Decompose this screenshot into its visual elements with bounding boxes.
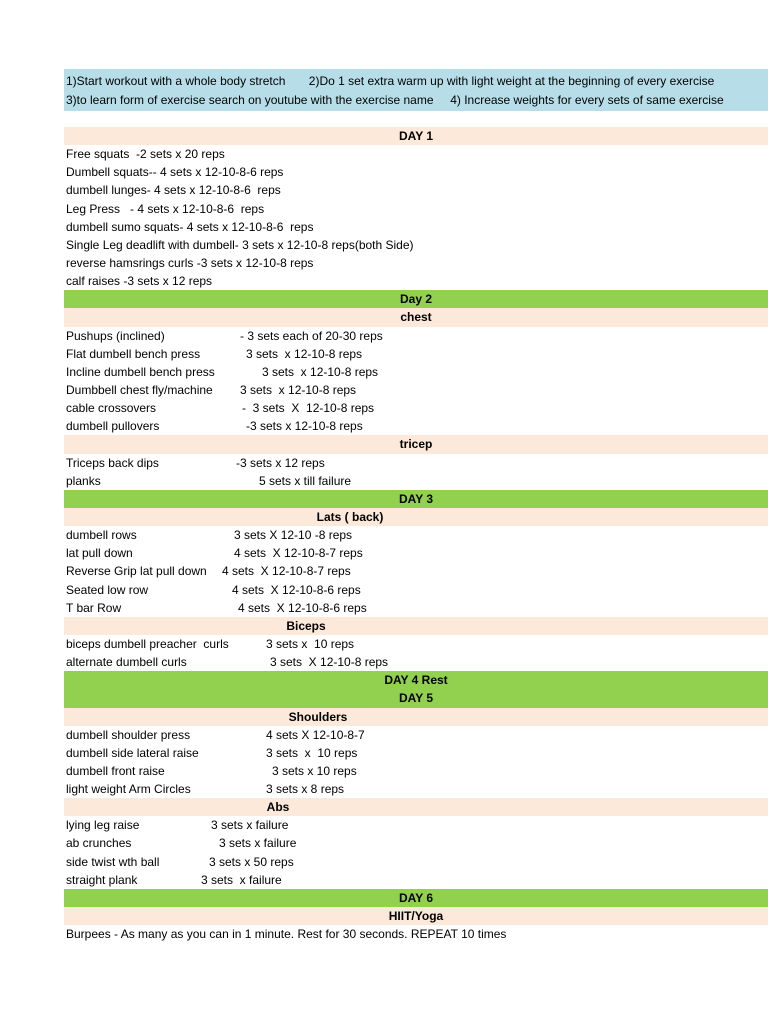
header-label: Shoulders — [288, 709, 348, 724]
section-header — [64, 708, 768, 726]
exercise-row — [64, 200, 768, 218]
exercise-sets: 3 sets x 12-10-8 reps — [262, 364, 379, 379]
section-header — [64, 308, 768, 326]
header-label: HIIT/Yoga — [388, 909, 444, 924]
exercise-sets: 4 sets X 12-10-8-7 — [266, 727, 365, 742]
exercise-sets: 3 sets x 10 reps — [272, 763, 357, 778]
exercise-row — [64, 744, 768, 762]
instruction-line-2: 3)to learn form of exercise search on youtube with the exercise name 4) Increase weights for every sets of same exercise — [66, 93, 724, 107]
exercise-row — [64, 454, 768, 472]
exercise-sets: 4 sets X 12-10-8-7 reps — [234, 546, 363, 561]
day-header — [64, 671, 768, 689]
exercise-row — [64, 163, 768, 181]
exercise-name: biceps dumbell preacher curls — [66, 636, 229, 651]
day-header — [64, 290, 768, 308]
exercise-row — [64, 526, 768, 544]
exercise-sets: 3 sets X 12-10-8 reps — [270, 655, 389, 670]
exercise-row — [64, 834, 768, 852]
exercise-text: Free squats -2 sets x 20 reps — [66, 147, 225, 162]
exercise-row — [64, 816, 768, 834]
header-label: Day 2 — [399, 292, 433, 307]
exercise-sets: 3 sets x failure — [201, 872, 282, 887]
exercise-name: alternate dumbell curls — [66, 655, 187, 670]
header-label: DAY 5 — [398, 691, 434, 706]
exercise-sets: 3 sets x failure — [219, 836, 297, 851]
exercise-text: Dumbell squats-- 4 sets x 12-10-8-6 reps — [66, 165, 284, 180]
exercise-row — [64, 363, 768, 381]
exercise-row — [64, 218, 768, 236]
exercise-name: Reverse Grip lat pull down — [66, 564, 207, 579]
exercise-row — [64, 472, 768, 490]
exercise-sets: 5 sets x till failure — [259, 473, 352, 488]
header-label: tricep — [399, 437, 433, 452]
exercise-name: Triceps back dips — [66, 455, 159, 470]
exercise-text: Leg Press - 4 sets x 12-10-8-6 reps — [66, 201, 265, 216]
exercise-row — [64, 599, 768, 617]
exercise-name: side twist wth ball — [66, 854, 160, 869]
exercise-text: dumbell lunges- 4 sets x 12-10-8-6 reps — [66, 183, 281, 198]
exercise-sets: 3 sets x 12-10-8 reps — [246, 346, 363, 361]
exercise-row — [64, 653, 768, 671]
exercise-sets: 3 sets x failure — [211, 818, 289, 833]
exercise-text: Burpees - As many as you can in 1 minute. Rest for 30 seconds. REPEAT 10 times — [66, 927, 507, 942]
exercise-row — [64, 925, 768, 943]
header-label: DAY 6 — [398, 890, 434, 905]
exercise-name: lying leg raise — [66, 818, 140, 833]
header-label: DAY 3 — [398, 491, 434, 506]
exercise-row — [64, 853, 768, 871]
exercise-text: reverse hamsrings curls -3 sets x 12-10-8 reps — [66, 255, 314, 270]
exercise-text: Single Leg deadlift with dumbell- 3 sets x 12-10-8 reps(both Side) — [66, 237, 414, 252]
section-header — [64, 907, 768, 925]
exercise-row — [64, 272, 768, 290]
exercise-row — [64, 254, 768, 272]
exercise-sets: 3 sets x 10 reps — [266, 745, 358, 760]
exercise-row — [64, 581, 768, 599]
exercise-row — [64, 399, 768, 417]
exercise-row — [64, 562, 768, 580]
exercise-row — [64, 236, 768, 254]
exercise-name: Seated low row — [66, 582, 149, 597]
exercise-sets: - 3 sets X 12-10-8 reps — [242, 401, 375, 416]
exercise-text: calf raises -3 sets x 12 reps — [66, 274, 213, 289]
day-header — [64, 889, 768, 907]
day-header — [64, 490, 768, 508]
header-label: Lats ( back) — [316, 509, 384, 524]
exercise-row — [64, 181, 768, 199]
exercise-sets: 3 sets X 12-10 -8 reps — [234, 528, 353, 543]
exercise-row — [64, 381, 768, 399]
exercise-sets: 3 sets x 50 reps — [209, 854, 294, 869]
section-header — [64, 617, 768, 635]
exercise-name: dumbell shoulder press — [66, 727, 191, 742]
header-label: chest — [400, 310, 432, 325]
exercise-sets: 3 sets x 8 reps — [266, 782, 345, 797]
header-label: Biceps — [286, 618, 326, 633]
exercise-sets: 3 sets x 12-10-8 reps — [240, 382, 357, 397]
exercise-sets: 4 sets X 12-10-8-6 reps — [232, 582, 361, 597]
exercise-name: ab crunches — [66, 836, 132, 851]
header-label: DAY 4 Rest — [384, 673, 448, 688]
exercise-row — [64, 780, 768, 798]
exercise-name: Pushups (inclined) — [66, 328, 165, 343]
exercise-text: dumbell sumo squats- 4 sets x 12-10-8-6 reps — [66, 219, 314, 234]
exercise-row — [64, 417, 768, 435]
section-header — [64, 435, 768, 453]
section-header — [64, 127, 768, 145]
exercise-sets: 4 sets X 12-10-8-6 reps — [238, 600, 367, 615]
exercise-sets: 4 sets X 12-10-8-7 reps — [222, 564, 351, 579]
exercise-row — [64, 327, 768, 345]
exercise-sets: - 3 sets each of 20-30 reps — [240, 328, 383, 343]
exercise-row — [64, 544, 768, 562]
exercise-name: Incline dumbell bench press — [66, 364, 215, 379]
section-header — [64, 798, 768, 816]
exercise-name: planks — [66, 473, 101, 488]
exercise-name: light weight Arm Circles — [66, 782, 191, 797]
instructions-banner — [64, 69, 768, 111]
exercise-name: Flat dumbell bench press — [66, 346, 201, 361]
section-header — [64, 508, 768, 526]
exercise-name: dumbell pullovers — [66, 419, 160, 434]
exercise-name: dumbell rows — [66, 528, 137, 543]
exercise-sets: -3 sets x 12 reps — [236, 455, 325, 470]
exercise-name: T bar Row — [66, 600, 122, 615]
exercise-name: straight plank — [66, 872, 138, 887]
exercise-name: dumbell front raise — [66, 763, 165, 778]
exercise-sets: -3 sets x 12-10-8 reps — [246, 419, 363, 434]
exercise-name: Dumbbell chest fly/machine — [66, 382, 213, 397]
exercise-row — [64, 635, 768, 653]
instruction-line-1: 1)Start workout with a whole body stretch 2)Do 1 set extra warm up with light weight at the beginning of every exercise — [66, 74, 715, 88]
exercise-row — [64, 345, 768, 363]
workout-sheet — [64, 127, 768, 943]
day-header — [64, 689, 768, 707]
exercise-row — [64, 871, 768, 889]
exercise-name: dumbell side lateral raise — [66, 745, 199, 760]
header-label: DAY 1 — [398, 129, 434, 143]
exercise-sets: 3 sets x 10 reps — [266, 636, 355, 651]
header-label: Abs — [266, 800, 290, 815]
exercise-name: lat pull down — [66, 546, 133, 561]
exercise-name: cable crossovers — [66, 401, 157, 416]
exercise-row — [64, 762, 768, 780]
exercise-row — [64, 726, 768, 744]
exercise-row — [64, 145, 768, 163]
